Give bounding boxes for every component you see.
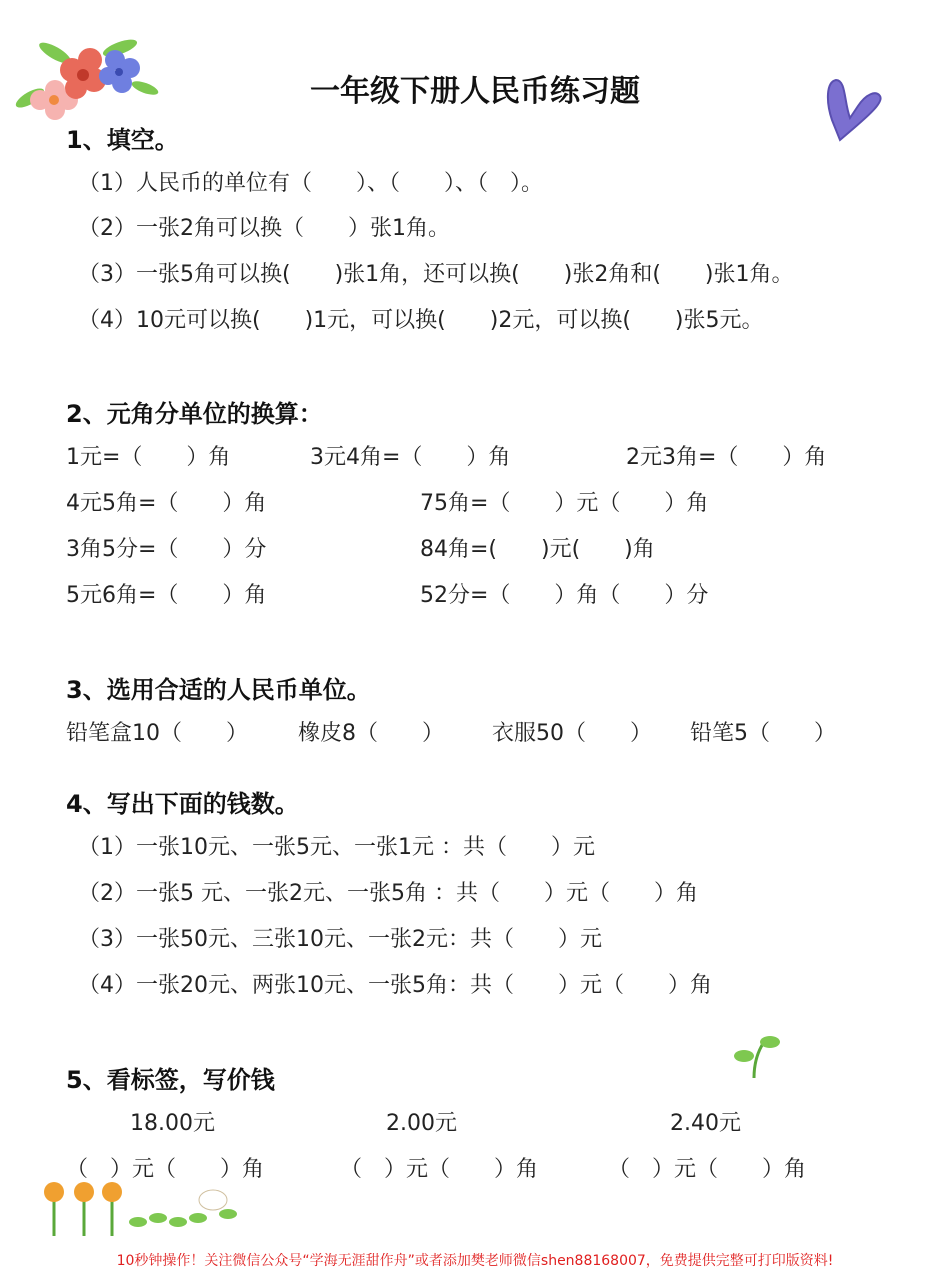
s1-item-4: （4）10元可以换( )1元，可以换( )2元，可以换( )张5元。	[78, 308, 764, 333]
flowers-grass-decoration-icon	[38, 1178, 248, 1240]
s2-row1-col1: 1元=（ ）角	[66, 445, 231, 470]
s4-item-3: （3）一张50元、三张10元、一张2元：共（ ）元	[78, 927, 602, 952]
s2-row2-col2: 75角=（ ）元（ ）角	[420, 491, 709, 516]
price-label-1: 18.00元	[130, 1111, 215, 1136]
s2-row2-col1: 4元5角=（ ）角	[66, 491, 267, 516]
price-answer-1: （ ）元（ ）角	[66, 1157, 265, 1182]
s1-item-1: （1）人民币的单位有（ ）、（ ）、（ ）。	[78, 171, 543, 196]
s4-item-1: （1）一张10元、一张5元、一张1元 ：共（ ）元	[78, 835, 595, 860]
s2-row3-col2: 84角=( )元( )角	[420, 537, 655, 562]
s1-item-3: （3）一张5角可以换( )张1角，还可以换( )张2角和( )张1角。	[78, 262, 794, 287]
s2-row1-col3: 2元3角=（ ）角	[626, 445, 827, 470]
s3-item-3: 衣服50（ ）	[492, 721, 652, 746]
price-label-2: 2.00元	[386, 1111, 457, 1136]
price-label-3: 2.40元	[670, 1111, 741, 1136]
section-5-heading: 5、看标签，写价钱	[66, 1066, 275, 1094]
s3-item-2: 橡皮8（ ）	[298, 721, 444, 746]
sprout-icon	[730, 1032, 782, 1080]
price-answer-3: （ ）元（ ）角	[608, 1157, 807, 1182]
s4-item-2: （2）一张5 元、一张2元、一张5角 ：共（ ）元（ ）角	[78, 881, 698, 906]
section-2-heading: 2、元角分单位的换算：	[66, 400, 323, 428]
section-4-heading: 4、写出下面的钱数。	[66, 790, 299, 818]
s4-item-4: （4）一张20元、两张10元、一张5角：共（ ）元（ ）角	[78, 973, 712, 998]
section-1-heading: 1、填空。	[66, 126, 179, 154]
price-answer-2: （ ）元（ ）角	[340, 1157, 539, 1182]
s2-row4-col2: 52分=（ ）角（ ）分	[420, 583, 709, 608]
section-3-heading: 3、选用合适的人民币单位。	[66, 676, 371, 704]
s2-row1-col2: 3元4角=（ ）角	[310, 445, 511, 470]
s2-row3-col1: 3角5分=（ ）分	[66, 537, 267, 562]
s3-item-1: 铅笔盒10（ ）	[66, 721, 248, 746]
s3-item-4: 铅笔5（ ）	[690, 721, 836, 746]
footer-promo-text: 10秒钟操作！关注微信公众号“学海无涯甜作舟”或者添加樊老师微信shen88168007，免费提供完整可打印版资料!	[116, 1253, 834, 1269]
page-title: 一年级下册人民币练习题	[310, 74, 640, 109]
s2-row4-col1: 5元6角=（ ）角	[66, 583, 267, 608]
s1-item-2: （2）一张2角可以换（ ）张1角。	[78, 216, 450, 241]
